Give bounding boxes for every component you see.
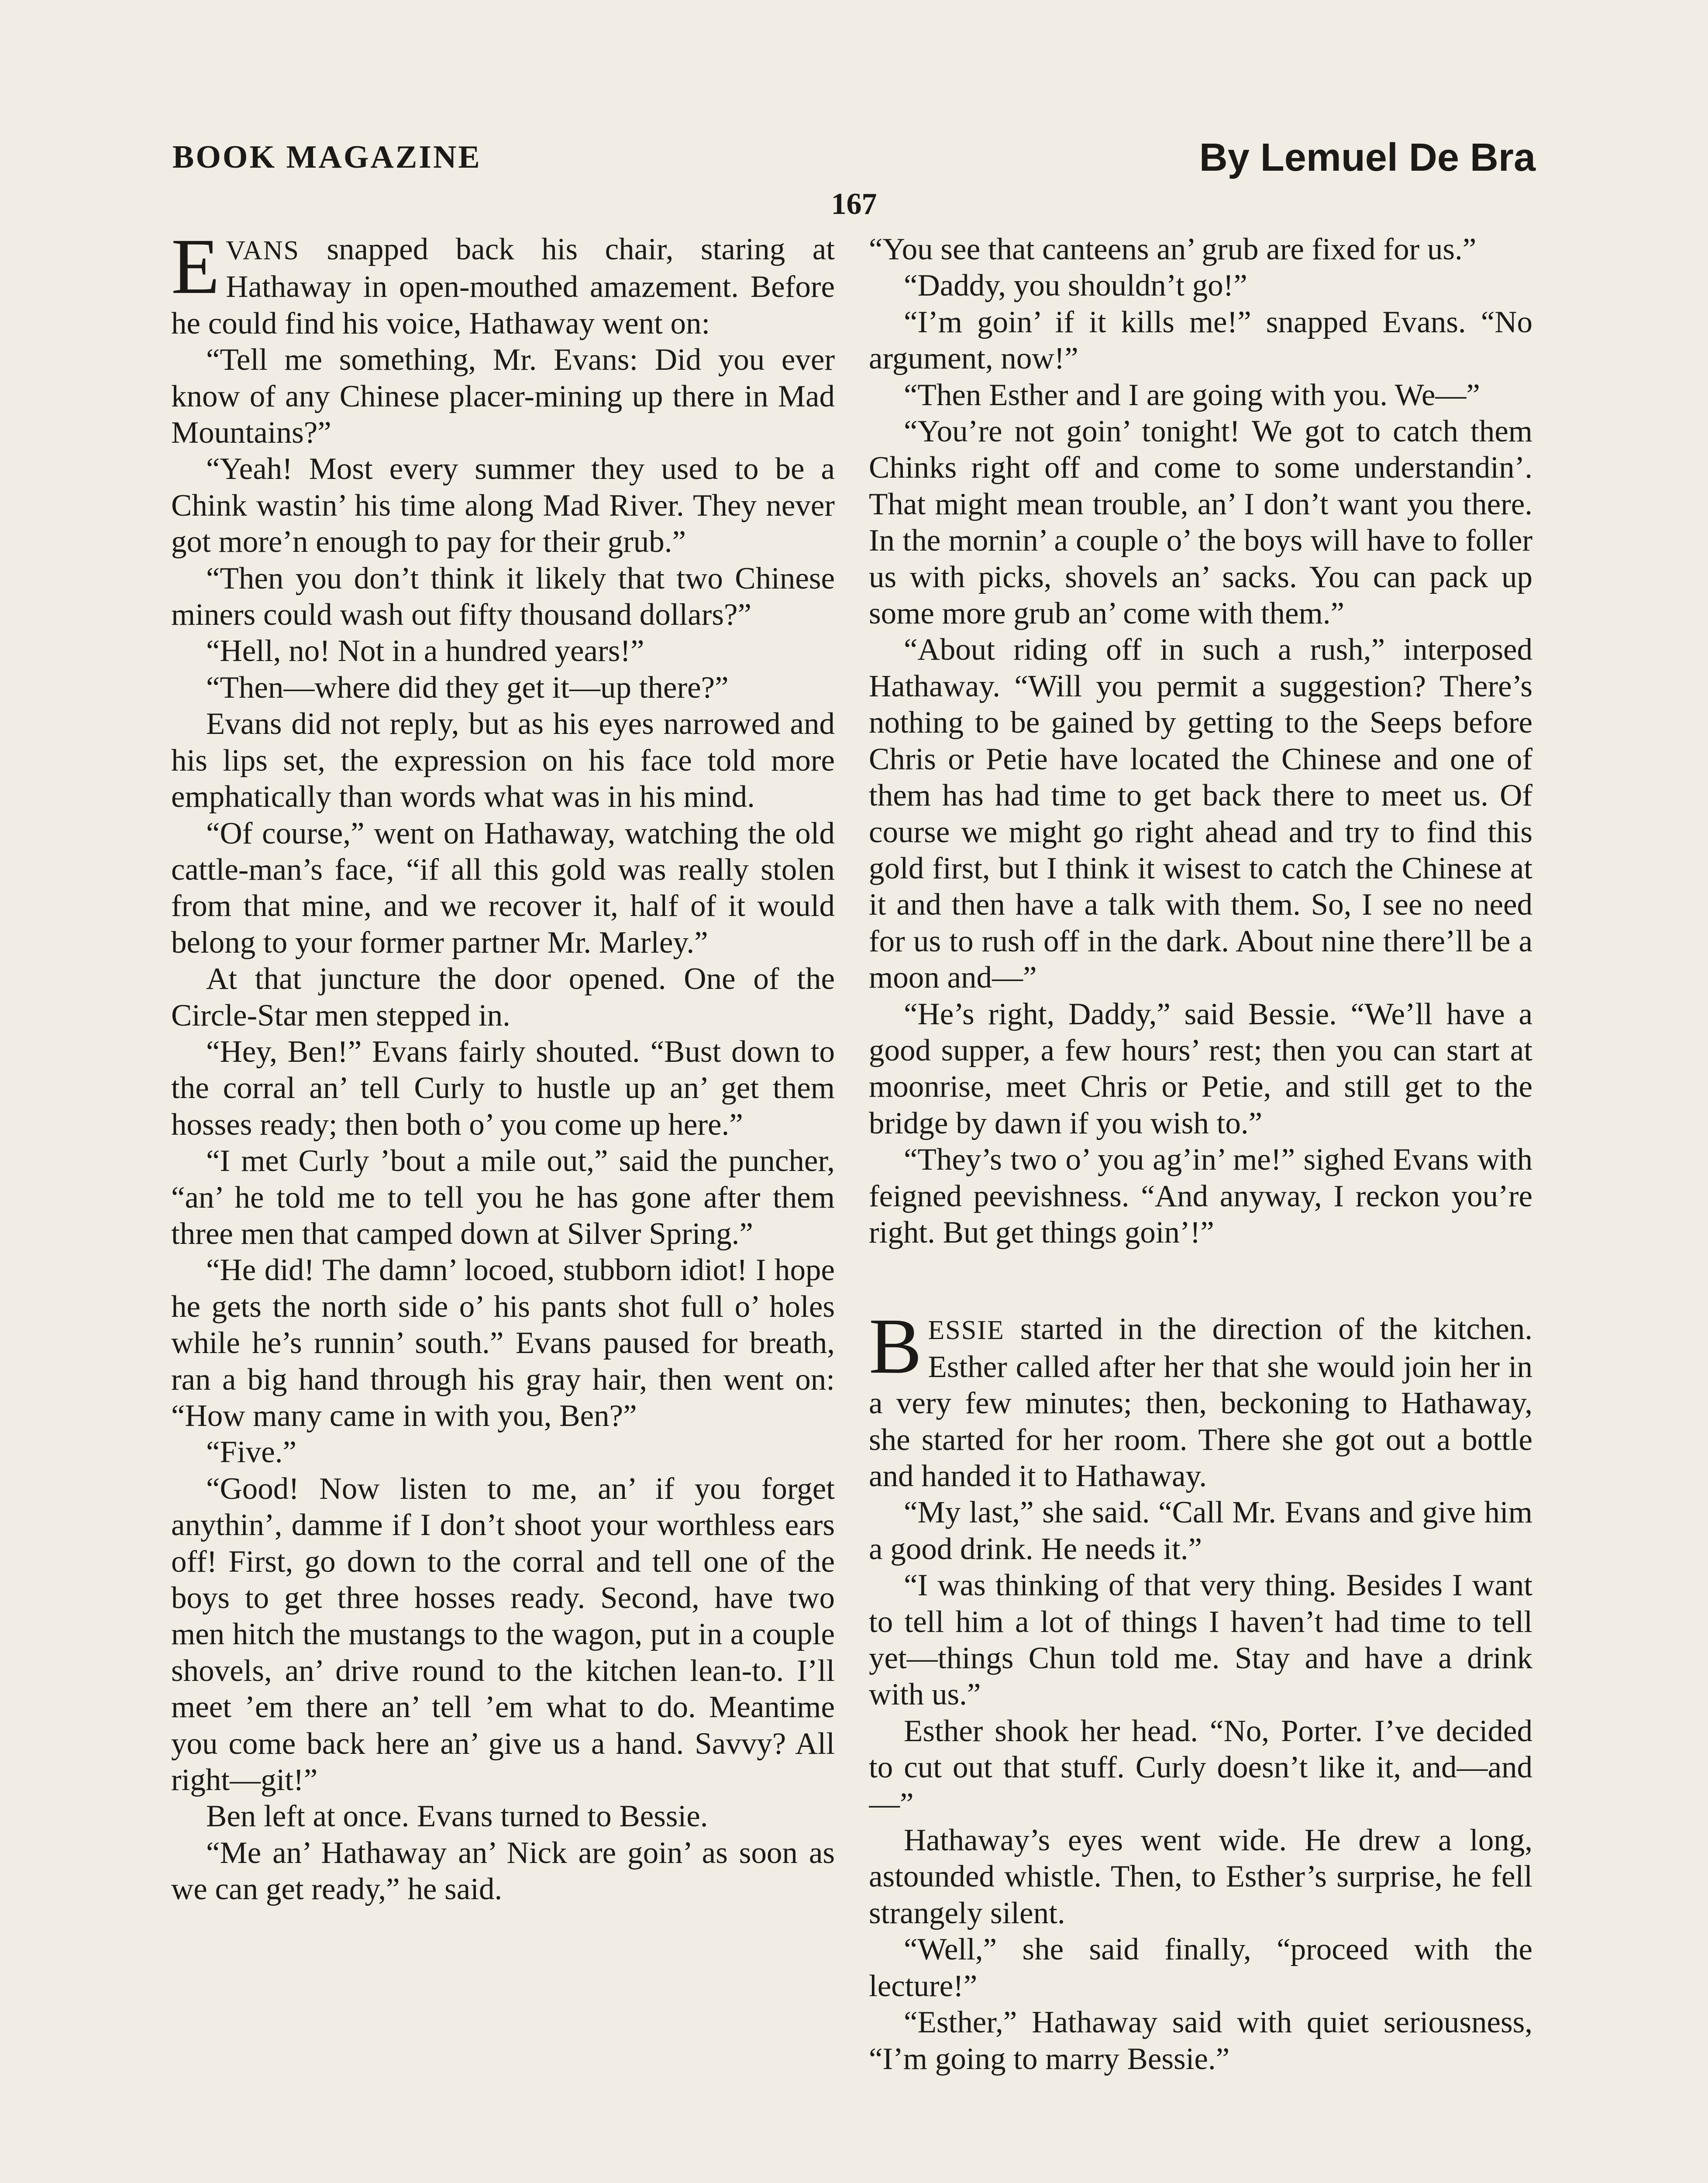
paragraph <box>869 268 1532 304</box>
paragraph <box>171 1252 835 1434</box>
paragraph <box>171 451 835 560</box>
paragraph <box>171 961 835 1034</box>
small-caps-lead: VANS <box>226 236 300 265</box>
magazine-title: BOOK MAGAZINE <box>172 139 482 175</box>
paragraph <box>869 632 1532 996</box>
paragraph-text: “Then you don’t think it likely that two Chinese miners could wash out fifty thousand dollars?” <box>171 561 835 632</box>
paragraph-text: “Then Esther and I are going with you. We—” <box>904 378 1480 412</box>
paragraph-text: Esther shook her head. “No, Porter. I’ve decided to cut out that stuff. Curly doesn’t like it, and—and—” <box>869 1714 1532 1821</box>
paragraph-text: Evans did not reply, but as his eyes narrowed and his lips set, the expression on his face told more emphatically than words what was in his mind. <box>171 707 835 814</box>
paragraph <box>869 1494 1532 1567</box>
paragraph <box>171 816 835 961</box>
page-number: 167 <box>831 187 877 221</box>
paragraph <box>171 1798 835 1835</box>
paragraph <box>869 1822 1532 1932</box>
paragraph-text: At that juncture the door opened. One of the Circle-Star men stepped in. <box>171 962 835 1033</box>
paragraph-text: “He did! The damn’ locoed, stubborn idiot! I hope he gets the north side o’ his pants shot full o’ holes while he’s runnin’ south.” Evans paused for breath, ran a big hand through his gray hair, then went on: “How many came in with you, Ben?” <box>171 1253 835 1433</box>
paragraph-text: “Hell, no! Not in a hundred years!” <box>206 634 644 668</box>
paragraph <box>869 304 1532 377</box>
paragraph-text: snapped back his chair, staring at Hathaway in open-mouthed amazement. Before he could find his voice, Hathaway went on: <box>171 232 835 341</box>
author-byline: By Lemuel De Bra <box>1199 136 1536 179</box>
small-caps-lead: ESSIE <box>928 1315 1005 1346</box>
paragraph <box>171 1434 835 1470</box>
paragraph <box>171 633 835 669</box>
paragraph <box>869 231 1532 268</box>
paragraph-text: “Then—where did they get it—up there?” <box>206 670 729 705</box>
paragraph-text: “Five.” <box>206 1435 297 1470</box>
paragraph-text: “Tell me something, Mr. Evans: Did you ever know of any Chinese placer-mining up there in Mad Mountains?” <box>171 343 835 450</box>
paragraph-text: “I met Curly ’bout a mile out,” said the puncher, “an’ he told me to tell you he has gone after them three men that camped down at Silver Spring.” <box>171 1144 835 1251</box>
right-column <box>869 231 1532 2183</box>
running-head <box>172 136 1536 187</box>
paragraph-text: “Good! Now listen to me, an’ if you forget anythin’, damme if I don’t shoot your worthless ears off! First, go down to the corral and tell one of the boys to get three hosses ready. Second, have two men hitch the mustangs to the wagon, put in a couple shovels, an’ drive round to the kitchen lean-to. I’ll meet ’em there an’ tell ’em what to do. Meantime you come back here an’ give us a hand. Savvy? All right—git!” <box>171 1471 835 1797</box>
paragraph <box>869 1713 1532 1822</box>
paragraph <box>171 561 835 634</box>
paragraph-text: “You see that canteens an’ grub are fixed for us.” <box>869 232 1477 266</box>
paragraph-text: “Esther,” Hathaway said with quiet seriousness, “I’m going to marry Bessie.” <box>869 2005 1532 2076</box>
paragraph-text: “He’s right, Daddy,” said Bessie. “We’ll have a good supper, a few hours’ rest; then you can start at moonrise, meet Chris or Petie, and still get to the bridge by dawn if you wish to.” <box>869 997 1532 1140</box>
paragraph <box>869 996 1532 1142</box>
paragraph <box>171 670 835 706</box>
paragraph-text: “Daddy, you shouldn’t go!” <box>904 269 1247 303</box>
paragraph <box>869 1142 1532 1251</box>
paragraph <box>869 377 1532 413</box>
paragraph <box>869 1567 1532 1713</box>
paragraph-text: “I was thinking of that very thing. Besides I want to tell him a lot of things I haven’t had time to tell yet—things Chun told me. Stay and have a drink with us.” <box>869 1568 1532 1712</box>
section-break <box>869 1251 1532 1311</box>
paragraph-text: “I’m goin’ if it kills me!” snapped Evans. “No argument, now!” <box>869 305 1532 376</box>
paragraph <box>171 1471 835 1799</box>
drop-cap: B <box>869 1302 922 1391</box>
right-column-part-a <box>869 231 1532 1251</box>
drop-cap: E <box>171 231 220 310</box>
paragraph <box>171 706 835 815</box>
paragraph <box>171 1835 835 1908</box>
paragraph-text: “My last,” she said. “Call Mr. Evans and give him a good drink. He needs it.” <box>869 1495 1532 1566</box>
paragraph <box>869 2004 1532 2077</box>
paragraph-text: “They’s two o’ you ag’in’ me!” sighed Evans with feigned peevishness. “And anyway, I reckon you’re right. But get things goin’!” <box>869 1143 1532 1250</box>
paragraph <box>869 1932 1532 2004</box>
right-column-part-b <box>869 1302 1532 2077</box>
paragraph-text: “Yeah! Most every summer they used to be a Chink wastin’ his time along Mad River. They never got more’n enough to pay for their grub.” <box>171 452 835 559</box>
paragraph-text: “Me an’ Hathaway an’ Nick are goin’ as soon as we can get ready,” he said. <box>171 1835 835 1907</box>
paragraph-text: Ben left at once. Evans turned to Bessie. <box>206 1799 708 1834</box>
paragraph-text: “You’re not goin’ tonight! We got to catch them Chinks right off and come to some understandin’. That might mean trouble, an’ I don’t want you there. In the mornin’ a couple o’ the boys will have to foller us with picks, shovels an’ sacks. You can pack up some more grub an’ come with them.” <box>869 414 1532 631</box>
paragraph <box>869 413 1532 632</box>
paragraph-text: “Of course,” went on Hathaway, watching the old cattle-man’s face, “if all this gold was really stolen from that mine, and we recover it, half of it would belong to your former partner Mr. Marley.” <box>171 816 835 960</box>
paragraph <box>171 1034 835 1143</box>
paragraph-text: started in the direction of the kitchen. Esther called after her that she would join her in a very few minutes; then, beckoning to Hathaway, she started for her room. There she got out a bottle and handed it to Hathaway. <box>869 1312 1532 1493</box>
paragraph-text: “Well,” she said finally, “proceed with the lecture!” <box>869 1932 1532 2003</box>
paragraph-text: “Hey, Ben!” Evans fairly shouted. “Bust down to the corral an’ tell Curly to hustle up an’ get them hosses ready; then both o’ you come up here.” <box>171 1034 835 1142</box>
left-column <box>171 231 835 2183</box>
paragraph-text: “About riding off in such a rush,” interposed Hathaway. “Will you permit a suggestion? There’s nothing to be gained by getting to the Seeps before Chris or Petie have located the Chinese and one of them has had time to get back there to meet us. Of course we might go right ahead and try to find this gold first, but I think it wisest to catch the Chinese at it and then have a talk with them. So, I see no need for us to rush off in the dark. About nine there’ll be a moon and—” <box>869 633 1532 995</box>
paragraph <box>869 1302 1532 1494</box>
paragraph <box>171 342 835 451</box>
paragraph <box>171 231 835 342</box>
paragraph <box>171 1143 835 1252</box>
paragraph-text: Hathaway’s eyes went wide. He drew a long, astounded whistle. Then, to Esther’s surprise, he fell strangely silent. <box>869 1823 1532 1930</box>
